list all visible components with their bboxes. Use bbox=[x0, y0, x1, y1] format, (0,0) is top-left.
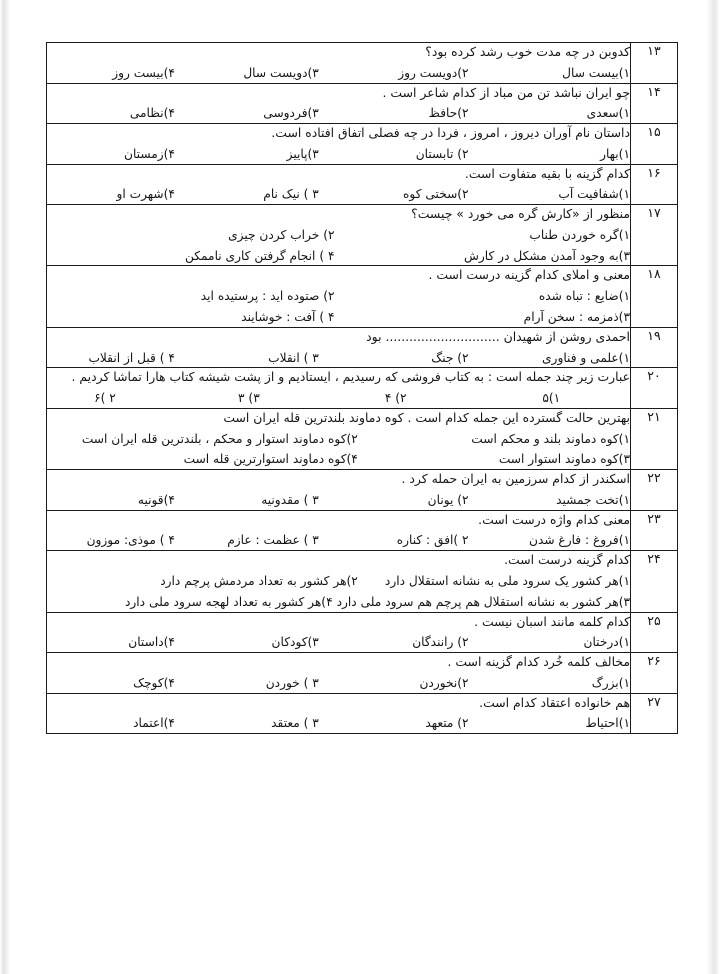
question-option[interactable]: ۱)بزرگ bbox=[591, 675, 630, 690]
question-stem: معنی کدام واژه درست است. bbox=[478, 511, 630, 527]
option-row bbox=[47, 185, 630, 204]
option-row bbox=[47, 531, 630, 550]
question-option[interactable]: ۱)کوه دماوند بلند و محکم است bbox=[471, 431, 630, 446]
question-option[interactable]: ۱)تخت جمشید bbox=[556, 492, 630, 507]
question-cell bbox=[47, 510, 631, 551]
question-option[interactable]: ۳)ذمزمه : سخن آرام bbox=[523, 310, 630, 324]
question-option[interactable]: ۳)کودکان bbox=[271, 635, 319, 650]
question-stem: چو ایران نباشد تن من مباد از کدام شاعر است . bbox=[382, 84, 630, 100]
question-option[interactable]: ۱)درختان bbox=[583, 635, 630, 650]
question-stem: کدام گزینه با بقیه متفاوت است. bbox=[464, 165, 630, 181]
question-number: ۱۸ bbox=[631, 266, 678, 327]
question-option[interactable]: ۲) خراب کردن چیزی bbox=[228, 227, 335, 242]
option-row bbox=[47, 633, 630, 652]
question-option[interactable]: ۱)شفافیت آب bbox=[558, 187, 630, 202]
question-option[interactable]: ۴)زمستان bbox=[124, 146, 175, 161]
question-cell bbox=[47, 327, 631, 368]
table-row bbox=[47, 124, 678, 165]
question-option[interactable]: ۱)هر کشور یک سرود ملی به نشانه استقلال دارد bbox=[384, 574, 630, 588]
question-stem: بهترین حالت گسترده این جمله کدام است . کوه دماوند بلندترین قله ایران است bbox=[223, 409, 630, 425]
question-number: ۱۳ bbox=[631, 43, 678, 84]
question-number: ۱۶ bbox=[631, 164, 678, 205]
question-option[interactable]: ۴ ) قبل از انقلاب bbox=[88, 350, 175, 365]
question-stem: داستان نام آوران دیروز ، امروز ، فردا در چه فصلی اتفاق افتاده است. bbox=[271, 125, 630, 141]
question-number: ۱۷ bbox=[631, 205, 678, 266]
question-option[interactable]: ۴)اعتماد bbox=[133, 716, 175, 731]
question-stem: کدام کلمه مانند اسبان نیست . bbox=[474, 613, 630, 629]
question-option[interactable]: ۳ ) خوردن bbox=[265, 675, 319, 690]
question-option[interactable]: ۲) متعهد bbox=[425, 716, 469, 731]
option-row bbox=[47, 450, 630, 469]
table-row bbox=[47, 653, 678, 694]
question-cell bbox=[47, 368, 631, 409]
question-cell bbox=[47, 653, 631, 694]
question-option[interactable]: ۲)نخوردن bbox=[419, 675, 469, 690]
question-cell bbox=[47, 205, 631, 266]
question-number: ۲۰ bbox=[631, 368, 678, 409]
question-cell bbox=[47, 164, 631, 205]
question-cell bbox=[47, 266, 631, 327]
question-option[interactable]: ۲) ۴ bbox=[384, 391, 407, 406]
question-stem: هم خانواده اعتقاد کدام است. bbox=[479, 694, 630, 710]
option-row bbox=[47, 349, 630, 368]
question-option[interactable]: ۲) تابستان bbox=[415, 146, 469, 161]
question-stem: معنی و املای کدام گزینه درست است . bbox=[428, 267, 630, 283]
question-option[interactable]: ۲)دویست روز bbox=[398, 65, 469, 80]
question-number: ۲۲ bbox=[631, 470, 678, 511]
question-option[interactable]: ۴)نظامی bbox=[129, 106, 175, 121]
question-cell bbox=[47, 470, 631, 511]
question-option[interactable]: ۲)حافظ bbox=[428, 106, 469, 121]
table-row bbox=[47, 43, 678, 84]
option-row bbox=[47, 64, 630, 83]
option-row bbox=[47, 308, 630, 327]
option-row bbox=[47, 226, 630, 245]
option-row bbox=[47, 430, 630, 449]
question-stem: منظور از «کارش گره می خورد » چیست؟ bbox=[411, 206, 630, 222]
question-option[interactable]: ۲)سختی کوه bbox=[403, 187, 469, 202]
question-option[interactable]: ۳ ) مقدونیه bbox=[261, 492, 319, 507]
question-option[interactable]: ۳)دویست سال bbox=[243, 65, 319, 80]
question-option[interactable]: ۴)داستان bbox=[128, 635, 175, 650]
question-cell bbox=[47, 43, 631, 84]
question-option[interactable]: ۱)بهار bbox=[600, 146, 630, 161]
option-row bbox=[47, 247, 630, 266]
question-option[interactable]: ۳ ) معتقد bbox=[271, 716, 319, 731]
question-stem: احمدی روشن از شهیدان ............................. بود bbox=[366, 328, 630, 344]
page-edge-shadow-left bbox=[0, 0, 10, 974]
option-row bbox=[47, 287, 630, 306]
question-number: ۲۳ bbox=[631, 510, 678, 551]
question-number: ۱۵ bbox=[631, 124, 678, 165]
exam-question-table bbox=[46, 42, 678, 734]
question-option[interactable]: ۲) جنگ bbox=[431, 350, 469, 365]
table-row bbox=[47, 470, 678, 511]
question-option[interactable]: ۳ ) عظمت : عازم bbox=[227, 533, 319, 548]
table-row bbox=[47, 408, 678, 469]
question-cell bbox=[47, 83, 631, 124]
question-cell bbox=[47, 408, 631, 469]
question-stem: عبارت زیر چند جمله است : به کتاب فروشی که رسیدیم ، ایستادیم و از پشت شیشه کتاب هارا تماشا کردیم . bbox=[71, 369, 630, 385]
question-option[interactable]: ۳ ) انقلاب bbox=[268, 350, 319, 365]
exam-table-body bbox=[47, 43, 678, 734]
table-row bbox=[47, 693, 678, 734]
question-number: ۲۷ bbox=[631, 693, 678, 734]
question-option[interactable]: ۱)سعدی bbox=[586, 106, 630, 121]
question-option[interactable]: ۱)۵ bbox=[542, 391, 561, 406]
table-row bbox=[47, 327, 678, 368]
question-option[interactable]: ۴)هر کشور به تعداد لهجه سرود ملی دارد bbox=[124, 594, 333, 609]
question-number: ۲۶ bbox=[631, 653, 678, 694]
question-option[interactable]: ۲)کوه دماوند استوار و محکم ، بلندترین قله ایران است bbox=[81, 431, 358, 446]
question-option[interactable]: ۱)گره خوردن طناب bbox=[529, 227, 630, 242]
question-option[interactable]: ۲) رانندگان bbox=[412, 635, 469, 650]
option-row bbox=[47, 593, 630, 612]
question-option[interactable]: ۴)بیست روز bbox=[112, 65, 175, 80]
option-row bbox=[47, 104, 630, 123]
question-option[interactable]: ۲) صتوده اید : پرستیده اید bbox=[200, 289, 335, 304]
question-number: ۲۵ bbox=[631, 612, 678, 653]
table-row bbox=[47, 551, 678, 612]
table-row bbox=[47, 164, 678, 205]
question-stem: مخالف کلمه خُرد کدام گزینه است . bbox=[447, 654, 630, 670]
option-row bbox=[47, 572, 630, 591]
question-number: ۱۴ bbox=[631, 83, 678, 124]
table-row bbox=[47, 510, 678, 551]
question-option[interactable]: ۳)به وجود آمدن مشکل در کارش bbox=[464, 248, 630, 263]
question-stem: اسکندر از کدام سرزمین به ایران حمله کرد . bbox=[401, 471, 630, 487]
question-number: ۱۹ bbox=[631, 327, 678, 368]
question-option[interactable]: ۴)شهرت او bbox=[116, 187, 175, 202]
option-row bbox=[47, 145, 630, 164]
question-option[interactable]: ۴)کوه دماوند استوارترین قله است bbox=[183, 452, 358, 467]
question-option[interactable]: ۴ ) انجام گرفتن کاری ناممکن bbox=[184, 248, 335, 263]
question-stem: کدام گزینه درست است. bbox=[504, 552, 630, 568]
question-option[interactable]: ۲ )۶ bbox=[94, 391, 116, 406]
table-row bbox=[47, 205, 678, 266]
question-option[interactable]: ۴)کوچک bbox=[133, 675, 175, 690]
question-option[interactable]: ۴ ) موذی: موزون bbox=[86, 533, 175, 548]
option-row bbox=[47, 674, 630, 693]
question-option[interactable]: ۳)فردوسی bbox=[263, 106, 319, 121]
question-option[interactable]: ۳)پاییز bbox=[286, 146, 319, 161]
option-row bbox=[47, 714, 630, 733]
question-option[interactable]: ۴)قونیه bbox=[137, 492, 175, 507]
question-option[interactable]: ۱)علمی و فناوری bbox=[542, 350, 630, 365]
question-option[interactable]: ۳) ۳ bbox=[238, 391, 260, 406]
question-cell bbox=[47, 551, 631, 612]
question-option[interactable]: ۲ )افق : کناره bbox=[396, 533, 469, 548]
option-row bbox=[47, 389, 630, 408]
table-row bbox=[47, 612, 678, 653]
question-number: ۲۴ bbox=[631, 551, 678, 612]
question-option[interactable]: ۱)فروغ : فارغ شدن bbox=[529, 533, 630, 548]
question-cell bbox=[47, 612, 631, 653]
question-option[interactable]: ۲)هر کشور به تعداد مردمش پرچم دارد bbox=[160, 574, 358, 588]
table-row bbox=[47, 368, 678, 409]
question-option[interactable]: ۳)هر کشور به نشانه استقلال هم پرچم هم سرود ملی دارد bbox=[336, 594, 630, 609]
table-row bbox=[47, 83, 678, 124]
exam-sheet bbox=[46, 42, 678, 734]
question-cell bbox=[47, 124, 631, 165]
question-option[interactable]: ۳ ) نیک نام bbox=[263, 187, 319, 202]
question-stem: کدوبن در چه مدت خوب رشد کرده بود؟ bbox=[425, 44, 630, 59]
question-option[interactable]: ۱)بیست سال bbox=[562, 65, 630, 80]
table-row bbox=[47, 266, 678, 327]
question-option[interactable]: ۴ ) آفت : خوشایند bbox=[241, 310, 335, 324]
page-edge-shadow-right bbox=[706, 0, 720, 974]
question-option[interactable]: ۳)کوه دماوند استوار است bbox=[498, 452, 630, 467]
question-number: ۲۱ bbox=[631, 408, 678, 469]
question-option[interactable]: ۱)ضایع : تباه شده bbox=[538, 289, 630, 304]
option-row bbox=[47, 491, 630, 510]
question-option[interactable]: ۲) یونان bbox=[427, 492, 469, 507]
question-option[interactable]: ۱)احتیاط bbox=[585, 716, 630, 731]
question-cell bbox=[47, 693, 631, 734]
